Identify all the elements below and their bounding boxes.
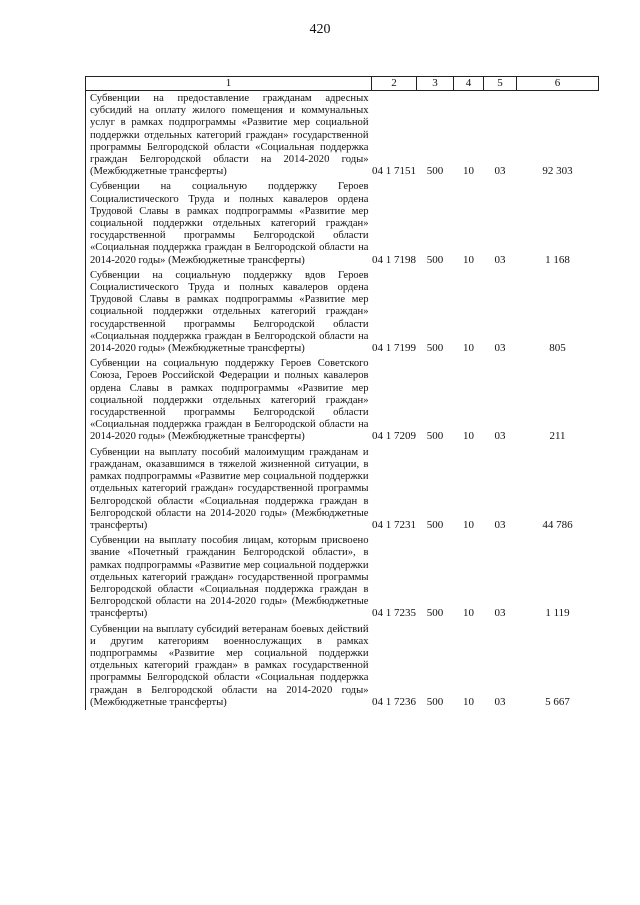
row-expense-type: 500 (426, 342, 444, 355)
row-section: 10 (463, 342, 474, 355)
row-section: 10 (463, 518, 474, 531)
table-row (86, 356, 599, 444)
row-description: Субвенции на выплату пособий малоимущим гражданам и гражданам, оказавшимся в тяжелой жизненной ситуации, в рамках подпрограммы «Развитие мер социальной поддержки отдельных категорий граждан» государственной программы Белгородской области «Социальная поддержка граждан в Белгородской области на 2014-2020 годы» (Межбюджетные трансферты) (86, 445, 372, 533)
row-subsection: 03 (494, 342, 506, 355)
budget-table (85, 76, 599, 710)
row-expense-type: 500 (426, 165, 444, 178)
row-section: 10 (463, 253, 474, 266)
table-row (86, 268, 599, 356)
row-code: 04 1 7199 (372, 342, 416, 355)
header-col-2: 2 (372, 77, 417, 91)
row-code: 04 1 7231 (372, 518, 416, 531)
row-expense-type: 500 (426, 607, 444, 620)
row-section: 10 (463, 607, 474, 620)
row-description: Субвенции на выплату пособия лицам, которым присвоено звание «Почетный гражданин Белгородской области», в рамках подпрограммы «Развитие мер социальной поддержки отдельных категорий граждан» государственной программы Белгородской области «Социальная поддержка граждан в Белгородской области на 2014-2020 годы» (Межбюджетные трансферты) (86, 533, 372, 621)
row-subsection: 03 (494, 518, 506, 531)
row-amount: 805 (549, 342, 566, 355)
row-amount: 211 (549, 430, 566, 443)
row-subsection: 03 (494, 253, 506, 266)
header-col-5: 5 (484, 77, 517, 91)
row-amount: 5 667 (545, 695, 570, 708)
row-amount: 1 119 (545, 607, 570, 620)
row-amount: 44 786 (542, 518, 573, 531)
table-header (86, 77, 599, 91)
row-description: Субвенции на социальную поддержку Героев Социалистического Труда и полных кавалеров ордена Трудовой Славы в рамках подпрограммы «Развитие мер социальной поддержки отдельных категорий граждан» государственной программы Белгородской области «Социальная поддержка граждан в Белгородской области на 2014-2020 годы» (Межбюджетные трансферты) (86, 179, 372, 267)
row-code: 04 1 7198 (372, 253, 416, 266)
row-description: Субвенции на выплату субсидий ветеранам боевых действий и другим категориям военнослужащих в рамках подпрограммы «Развитие мер социальной поддержки отдельных категорий граждан» в рамках государственной программы Белгородской области «Социальная поддержка граждан в Белгородской области на 2014-2020 годы» (Межбюджетные трансферты) (86, 622, 372, 710)
row-amount: 92 303 (542, 165, 573, 178)
row-code: 04 1 7151 (372, 165, 416, 178)
row-expense-type: 500 (426, 518, 444, 531)
header-col-3: 3 (417, 77, 454, 91)
row-code: 04 1 7209 (372, 430, 416, 443)
header-col-4: 4 (454, 77, 484, 91)
row-section: 10 (463, 165, 474, 178)
header-col-6: 6 (517, 77, 599, 91)
table-row (86, 533, 599, 621)
header-row (86, 77, 599, 91)
row-expense-type: 500 (426, 253, 444, 266)
row-subsection: 03 (494, 695, 506, 708)
page-number: 420 (309, 22, 331, 37)
row-subsection: 03 (494, 165, 506, 178)
row-amount: 1 168 (545, 253, 570, 266)
table-row (86, 445, 599, 533)
row-description: Субвенции на социальную поддержку Героев Советского Союза, Героев Российской Федерации и полных кавалеров ордена Славы в рамках подпрограммы «Развитие мер социальной поддержки отдельных категорий граждан» государственной программы Белгородской области «Социальная поддержка граждан в Белгородской области на 2014-2020 годы» (Межбюджетные трансферты) (86, 356, 372, 444)
row-description: Субвенции на предоставление гражданам адресных субсидий на оплату жилого помещения и коммунальных услуг в рамках подпрограммы «Развитие мер социальной поддержки отдельных категорий граждан» государственной программы Белгородской области «Социальная поддержка граждан Белгородской области на 2014-2020 годы» (Межбюджетные трансферты) (86, 91, 372, 180)
table-row (86, 91, 599, 180)
header-col-1: 1 (86, 77, 372, 91)
row-subsection: 03 (494, 430, 506, 443)
budget-table-container (85, 76, 598, 710)
table-body (86, 91, 599, 710)
row-section: 10 (463, 430, 474, 443)
row-subsection: 03 (494, 607, 506, 620)
row-section: 10 (463, 695, 474, 708)
table-row (86, 622, 599, 710)
table-row (86, 179, 599, 267)
row-description: Субвенции на социальную поддержку вдов Героев Социалистического Труда и полных кавалеров ордена Трудовой Славы в рамках подпрограммы «Развитие мер социальной поддержки отдельных категорий граждан» государственной программы Белгородской области «Социальная поддержка граждан в Белгородской области на 2014-2020 годы» (Межбюджетные трансферты) (86, 268, 372, 356)
row-code: 04 1 7236 (372, 695, 416, 708)
row-code: 04 1 7235 (372, 607, 416, 620)
row-expense-type: 500 (426, 430, 444, 443)
row-expense-type: 500 (426, 695, 444, 708)
